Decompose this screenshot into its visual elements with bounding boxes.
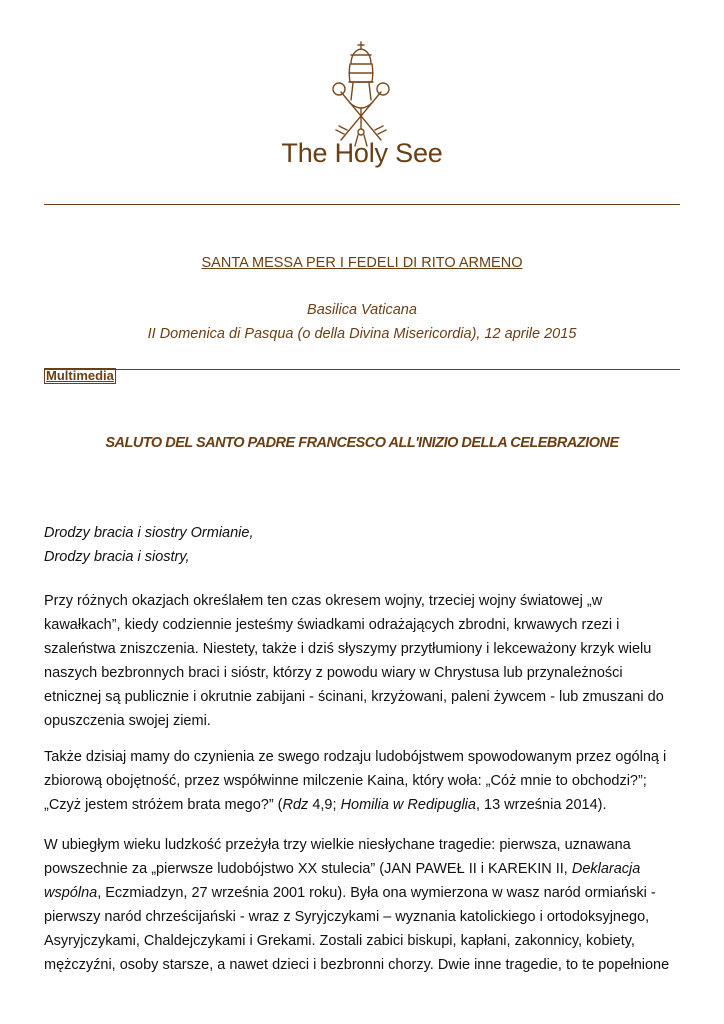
text-line: szaleństwa zniszczenia. Niestety, także i dziś słyszymy przytłumiony i lekceważony krzyk wielu [44, 641, 652, 657]
text-fragment: , 13 września 2014). [475, 797, 607, 813]
paragraph-2 [44, 745, 680, 817]
text-fragment: „Czyż jestem stróżem brata mego?” ( [44, 797, 283, 813]
header-divider [44, 204, 680, 205]
text-line: naszych bezbronnych braci i sióstr, którzy z powodu wiary w Chrystusa lub przynależności [44, 665, 623, 681]
greeting-line: Drodzy bracia i siostry Ormianie, [44, 525, 254, 541]
text-line: W ubiegłym wieku ludzkość przeżyła trzy wielkie niesłychane tragedie: pierwsza, uznawana [44, 837, 631, 853]
event-title-link[interactable]: SANTA MESSA PER I FEDELI DI RITO ARMENO [201, 255, 523, 271]
section-divider [44, 369, 680, 370]
text-line [44, 881, 680, 905]
text-line [44, 793, 680, 817]
site-title[interactable]: The Holy See [281, 138, 443, 168]
citation-wspolna: wspólna [44, 885, 98, 901]
text-line [44, 857, 680, 881]
text-line: Asyryjczykami, Chaldejczykami i Grekami. Zostali zabici biskupi, kapłani, zakonnicy, kobiety, [44, 933, 635, 949]
paragraph-3 [44, 833, 680, 977]
citation-homilia: Homilia w Redipuglia [340, 797, 476, 813]
text-line: mężczyźni, osoby starsze, a nawet dzieci i bezbronni chorzy. Dwie inne tragedie, to te popełnione [44, 957, 670, 973]
greeting-line: Drodzy bracia i siostry, [44, 549, 190, 565]
text-line: Przy różnych okazjach określałem ten czas okresem wojny, trzeciej wojny światowej „w [44, 593, 603, 609]
event-place: Basilica Vaticana [307, 302, 417, 318]
papal-coat-of-arms-icon [323, 40, 399, 150]
text-line: kawałkach”, kiedy codziennie jesteśmy świadkami odrażających zbrodni, krwawych rzezi i [44, 617, 620, 633]
text-fragment: 4,9; [308, 797, 341, 813]
text-line: Także dzisiaj mamy do czynienia ze swego rodzaju ludobójstwem spowodowanym przez ogólną i [44, 749, 667, 765]
greeting [44, 521, 680, 569]
event-place-date [0, 298, 724, 346]
paragraph-1 [44, 589, 680, 733]
text-fragment: powszechnie za „pierwsze ludobójstwo XX stulecia” (JAN PAWEŁ II i KAREKIN II, [44, 861, 572, 877]
text-line: opuszczenia swojej ziemi. [44, 713, 211, 729]
citation-rdz: Rdz [282, 797, 309, 813]
citation-deklaracja: Deklaracja [571, 861, 641, 877]
section-title: SALUTO DEL SANTO PADRE FRANCESCO ALL'INIZIO DELLA CELEBRAZIONE [105, 435, 619, 451]
multimedia-link[interactable]: Multimedia [46, 368, 114, 383]
text-line: zbiorową obojętność, przez współwinne milczenie Kaina, który woła: „Cóż mnie to obchodzi?”; [44, 773, 647, 789]
event-occasion: II Domenica di Pasqua (o della Divina Misericordia), 12 aprile 2015 [147, 326, 577, 342]
text-fragment: , Eczmiadzyn, 27 września 2001 roku). Była ona wymierzona w wasz naród ormiański - [97, 885, 656, 901]
text-line: etnicznej są publicznie i okrutnie zabijani - ścinani, krzyżowani, paleni żywcem - lub zmuszani do [44, 689, 664, 705]
text-line: pierwszy naród chrześcijański - wraz z Syryjczykami – wyznania katolickiego i ortodoksyjnego, [44, 909, 650, 925]
